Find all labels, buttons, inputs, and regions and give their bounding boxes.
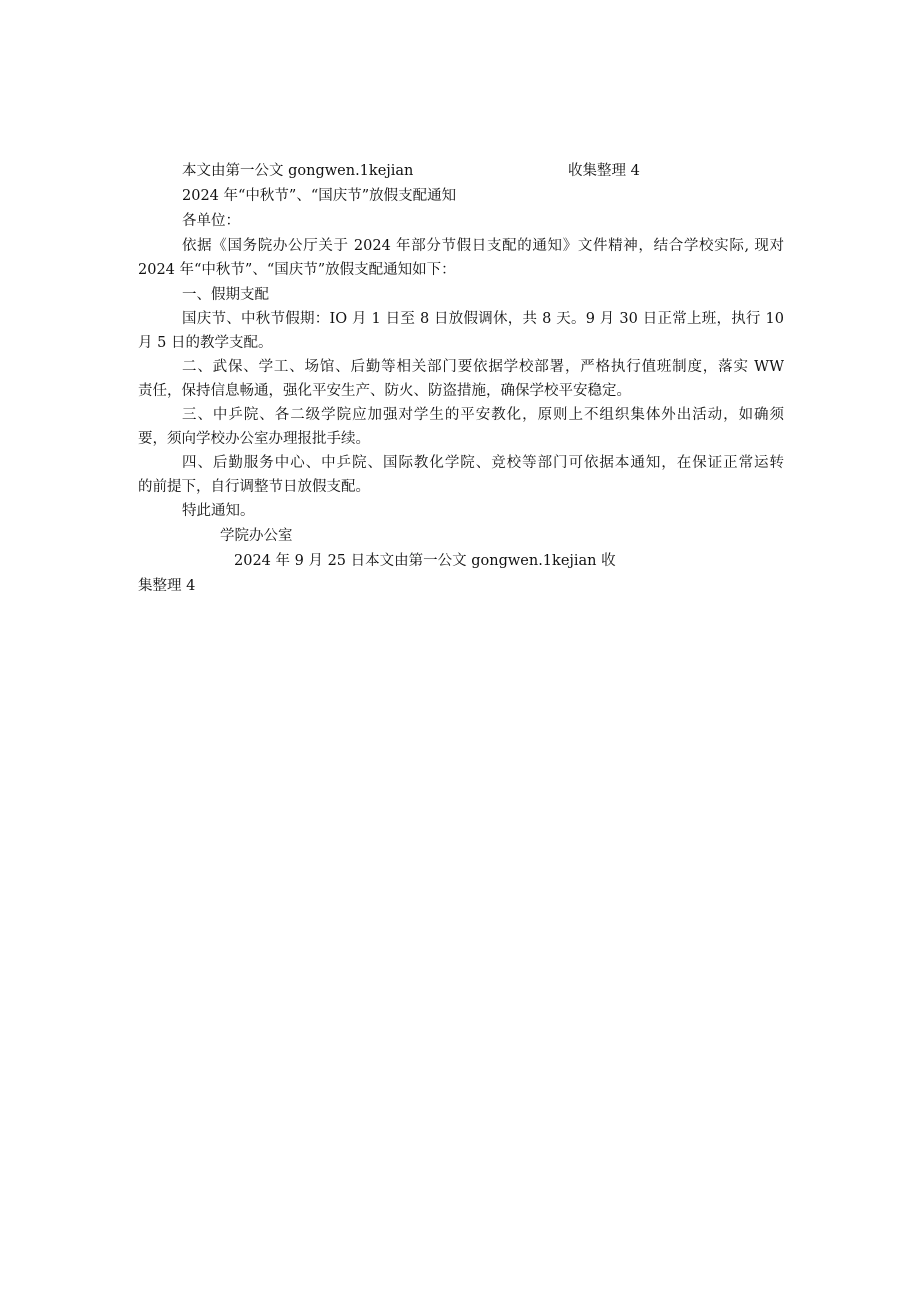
- signature-date-line: 2024 年 9 月 25 日本文由第一公文 gongwen.1kejian 收: [234, 553, 616, 569]
- section-4-line-1: 四、后勤服务中心、中乒院、国际教化学院、竞校等部门可依据本通知，在保证正常运转: [182, 455, 784, 471]
- header-source-left: 本文由第一公文 gongwen.1kejian: [182, 163, 414, 179]
- section-1-line-1: 国庆节、中秋节假期：IO 月 1 日至 8 日放假调休，共 8 天。9 月 30 日正常上班，执行 10: [182, 311, 784, 327]
- section-2-line-2: 责任，保持信息畅通，强化平安生产、防火、防盗措施，确保学校平安稳定。: [138, 383, 631, 399]
- section-4-line-2: 的前提下，自行调整节日放假支配。: [138, 479, 370, 495]
- signature-office: 学院办公室: [220, 528, 293, 544]
- signature-tail: 集整理 4: [138, 578, 196, 594]
- document-title: 2024 年“中秋节”、“国庆节”放假支配通知: [182, 188, 457, 204]
- intro-line-2: 2024 年“中秋节”、“国庆节”放假支配通知如下：: [138, 262, 456, 278]
- intro-line-1: 依据《国务院办公厅关于 2024 年部分节假日支配的通知》文件精神，结合学校实际, 现对: [182, 238, 784, 254]
- section-1-heading: 一、假期支配: [182, 287, 269, 303]
- section-1-line-2: 月 5 日的教学支配。: [138, 335, 273, 351]
- closing: 特此通知。: [182, 503, 255, 519]
- section-2-line-1: 二、武保、学工、场馆、后勤等相关部门要依据学校部署，严格执行值班制度，落实 WW: [182, 359, 784, 375]
- header-source-right: 收集整理 4: [568, 163, 640, 179]
- section-3-line-1: 三、中乒院、各二级学院应加强对学生的平安教化，原则上不组织集体外出活动，如确须: [182, 407, 784, 423]
- salutation: 各单位：: [182, 213, 240, 229]
- section-3-line-2: 要，须向学校办公室办理报批手续。: [138, 431, 370, 447]
